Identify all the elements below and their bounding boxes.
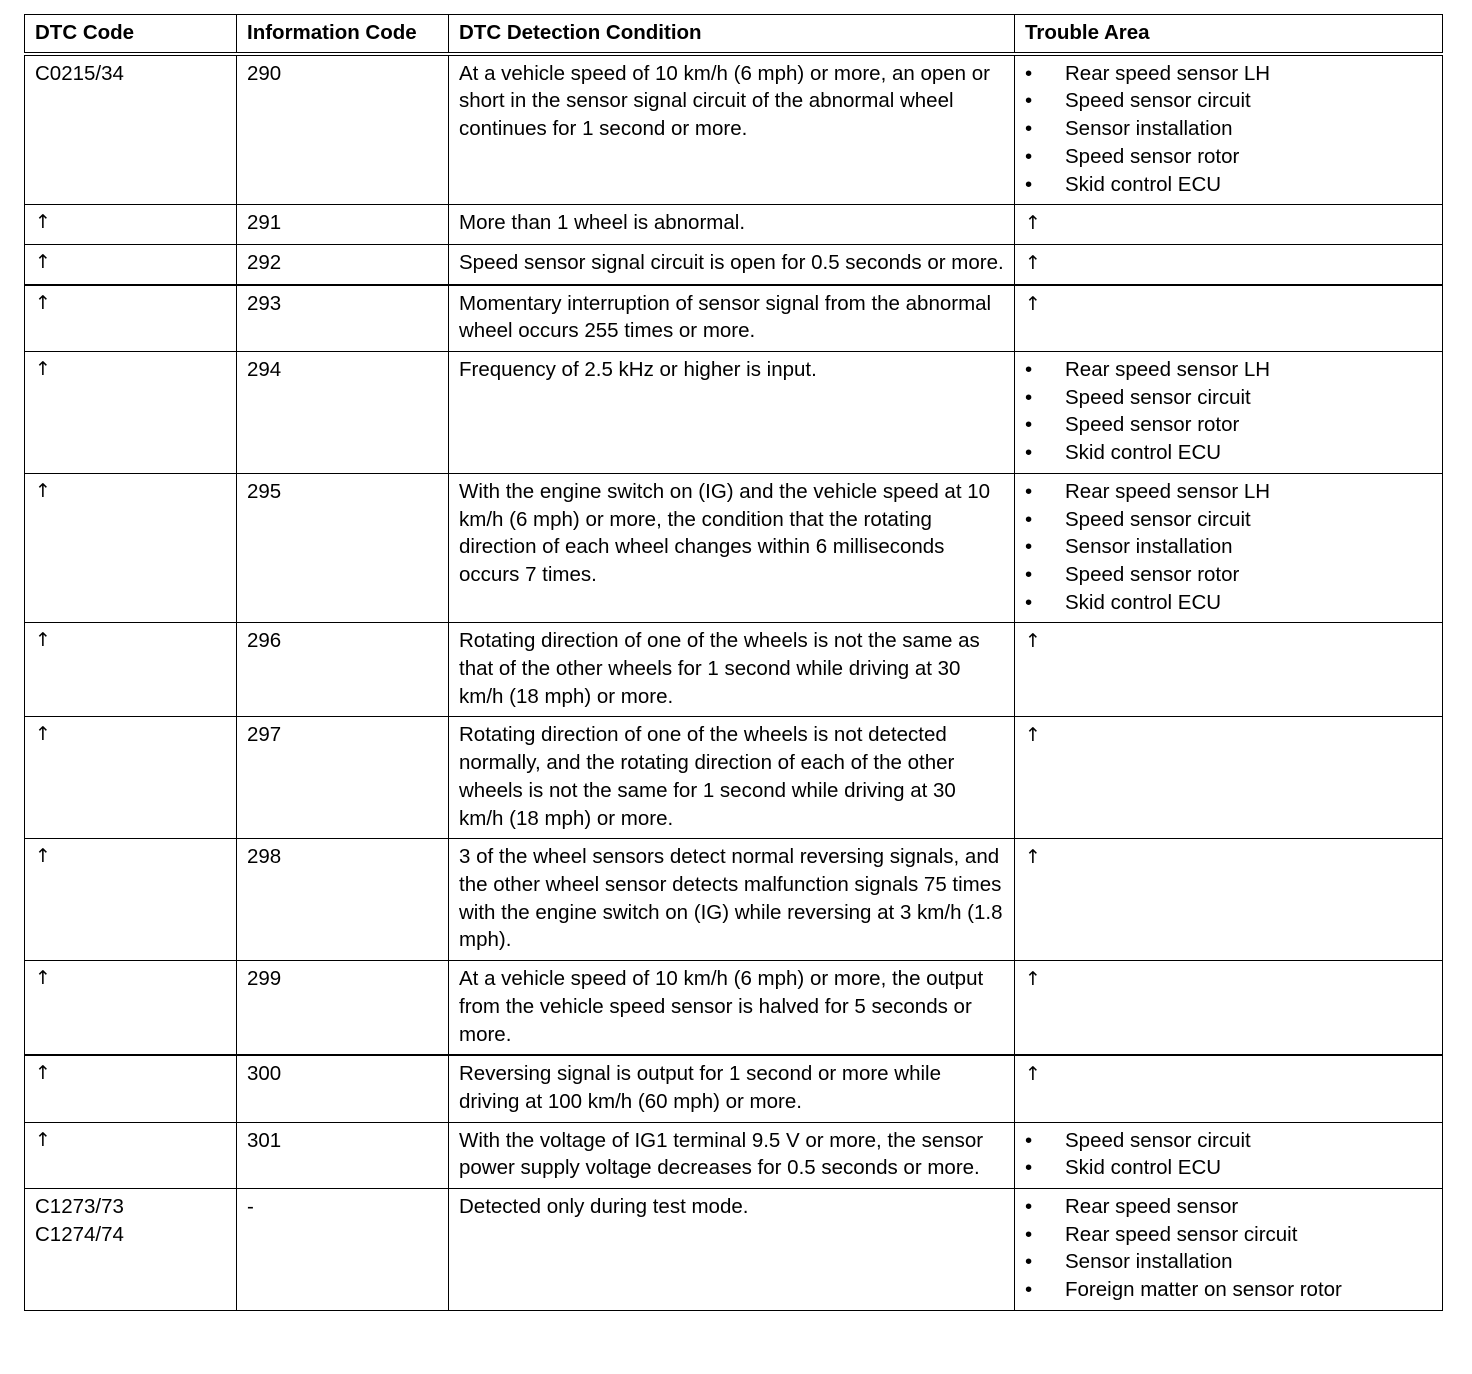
trouble-area-cell <box>1015 839 1443 961</box>
trouble-area-text: Foreign matter on sensor rotor <box>1065 1278 1342 1302</box>
trouble-area-text: Sensor installation <box>1065 535 1233 559</box>
trouble-area-item <box>1025 1276 1432 1304</box>
trouble-area-text: Speed sensor rotor <box>1065 144 1240 168</box>
trouble-area-item <box>1025 143 1432 171</box>
information-code-cell: - <box>237 1189 449 1311</box>
trouble-area-item <box>1025 411 1432 439</box>
table-row <box>25 623 1443 717</box>
same-as-above-arrow: ↑ <box>35 723 51 746</box>
dtc-code-cell <box>25 717 237 839</box>
bullet-icon: • <box>1025 358 1033 382</box>
bullet-icon: • <box>1025 89 1033 113</box>
same-as-above-arrow: ↑ <box>35 250 51 273</box>
trouble-area-text: Skid control ECU <box>1065 1156 1222 1180</box>
table-row <box>25 54 1443 205</box>
bullet-icon: • <box>1025 590 1033 614</box>
detection-condition-cell: At a vehicle speed of 10 km/h (6 mph) or more, an open or short in the sensor signal circuit of the abnormal wheel continues for 1 second or more. <box>449 54 1015 205</box>
trouble-area-item <box>1025 87 1432 115</box>
trouble-area-cell <box>1015 717 1443 839</box>
detection-condition-cell: Frequency of 2.5 kHz or higher is input. <box>449 352 1015 474</box>
trouble-area-text: Rear speed sensor <box>1065 1195 1239 1219</box>
trouble-area-item <box>1025 1221 1432 1249</box>
table-row <box>25 1122 1443 1188</box>
bullet-icon: • <box>1025 1222 1033 1246</box>
same-as-above-arrow: ↑ <box>35 967 51 990</box>
dtc-table <box>24 14 1443 1311</box>
trouble-area-text: Skid control ECU <box>1065 590 1222 614</box>
trouble-area-list <box>1025 60 1432 199</box>
dtc-code-text: C1274/74 <box>35 1222 124 1246</box>
table-row <box>25 717 1443 839</box>
trouble-area-item <box>1025 60 1432 88</box>
trouble-area-cell <box>1015 961 1443 1056</box>
same-as-above-arrow: ↑ <box>1025 1063 1041 1086</box>
bullet-icon: • <box>1025 507 1033 531</box>
information-code-cell: 300 <box>237 1055 449 1122</box>
detection-condition-cell: 3 of the wheel sensors detect normal reversing signals, and the other wheel sensor detects malfunction signals 75 times with the engine switch on (IG) while reversing at 3 km/h (1.8 mph). <box>449 839 1015 961</box>
dtc-code-cell <box>25 285 237 352</box>
information-code-cell: 291 <box>237 205 449 245</box>
trouble-area-item <box>1025 1193 1432 1221</box>
table-body <box>25 54 1443 1311</box>
header-trouble-area: Trouble Area <box>1015 15 1443 54</box>
dtc-code-cell <box>25 352 237 474</box>
trouble-area-list <box>1025 1193 1432 1304</box>
trouble-area-cell <box>1015 1055 1443 1122</box>
detection-condition-cell: Rotating direction of one of the wheels is not the same as that of the other wheels for 1 second while driving at 30 km/h (18 mph) or more. <box>449 623 1015 717</box>
information-code-cell: 296 <box>237 623 449 717</box>
same-as-above-arrow: ↑ <box>35 1128 51 1151</box>
trouble-area-text: Speed sensor circuit <box>1065 89 1251 113</box>
dtc-code-cell <box>25 54 237 205</box>
trouble-area-item <box>1025 1248 1432 1276</box>
dtc-code-cell <box>25 1055 237 1122</box>
trouble-area-item <box>1025 561 1432 589</box>
trouble-area-cell <box>1015 54 1443 205</box>
bullet-icon: • <box>1025 1278 1033 1302</box>
bullet-icon: • <box>1025 479 1033 503</box>
bullet-icon: • <box>1025 1195 1033 1219</box>
bullet-icon: • <box>1025 172 1033 196</box>
bullet-icon: • <box>1025 535 1033 559</box>
dtc-code-cell <box>25 839 237 961</box>
same-as-above-arrow: ↑ <box>35 845 51 868</box>
trouble-area-item <box>1025 171 1432 199</box>
information-code-cell: 301 <box>237 1122 449 1188</box>
detection-condition-cell: Momentary interruption of sensor signal from the abnormal wheel occurs 255 times or more. <box>449 285 1015 352</box>
detection-condition-cell: At a vehicle speed of 10 km/h (6 mph) or more, the output from the vehicle speed sensor is halved for 5 seconds or more. <box>449 961 1015 1056</box>
dtc-code-cell <box>25 473 237 623</box>
dtc-code-cell <box>25 961 237 1056</box>
same-as-above-arrow: ↑ <box>1025 630 1041 653</box>
dtc-code-cell <box>25 623 237 717</box>
same-as-above-arrow: ↑ <box>35 291 51 314</box>
trouble-area-text: Speed sensor circuit <box>1065 1128 1251 1152</box>
detection-condition-cell: Speed sensor signal circuit is open for 0.5 seconds or more. <box>449 244 1015 284</box>
trouble-area-cell <box>1015 1122 1443 1188</box>
detection-condition-cell: With the voltage of IG1 terminal 9.5 V or more, the sensor power supply voltage decreases for 0.5 seconds or more. <box>449 1122 1015 1188</box>
same-as-above-arrow: ↑ <box>35 479 51 502</box>
trouble-area-cell <box>1015 285 1443 352</box>
bullet-icon: • <box>1025 441 1033 465</box>
same-as-above-arrow: ↑ <box>1025 724 1041 747</box>
trouble-area-item <box>1025 115 1432 143</box>
bullet-icon: • <box>1025 385 1033 409</box>
same-as-above-arrow: ↑ <box>1025 292 1041 315</box>
information-code-cell: 295 <box>237 473 449 623</box>
trouble-area-list <box>1025 1127 1432 1182</box>
dtc-code-cell <box>25 1189 237 1311</box>
dtc-code-text: C0215/34 <box>35 61 124 85</box>
trouble-area-list <box>1025 356 1432 467</box>
bullet-icon: • <box>1025 117 1033 141</box>
trouble-area-cell <box>1015 244 1443 284</box>
trouble-area-text: Speed sensor circuit <box>1065 507 1251 531</box>
information-code-cell: 292 <box>237 244 449 284</box>
trouble-area-cell <box>1015 352 1443 474</box>
information-code-cell: 294 <box>237 352 449 474</box>
trouble-area-item <box>1025 506 1432 534</box>
same-as-above-arrow: ↑ <box>35 629 51 652</box>
dtc-table-wrapper <box>24 14 1443 1311</box>
trouble-area-text: Sensor installation <box>1065 1250 1233 1274</box>
trouble-area-text: Skid control ECU <box>1065 172 1222 196</box>
table-header-row <box>25 15 1443 54</box>
trouble-area-cell <box>1015 623 1443 717</box>
trouble-area-item <box>1025 356 1432 384</box>
detection-condition-cell: Rotating direction of one of the wheels is not detected normally, and the rotating direction of each of the other wheels is not the same for 1 second while driving at 30 km/h (18 mph) or more. <box>449 717 1015 839</box>
trouble-area-text: Speed sensor circuit <box>1065 385 1251 409</box>
table-row <box>25 244 1443 284</box>
same-as-above-arrow: ↑ <box>1025 968 1041 991</box>
bullet-icon: • <box>1025 1128 1033 1152</box>
same-as-above-arrow: ↑ <box>35 358 51 381</box>
bullet-icon: • <box>1025 1250 1033 1274</box>
table-row <box>25 205 1443 245</box>
trouble-area-text: Skid control ECU <box>1065 441 1222 465</box>
header-detection-condition: DTC Detection Condition <box>449 15 1015 54</box>
trouble-area-item <box>1025 478 1432 506</box>
trouble-area-item <box>1025 1127 1432 1155</box>
trouble-area-cell <box>1015 1189 1443 1311</box>
dtc-code-cell <box>25 1122 237 1188</box>
dtc-code-cell <box>25 205 237 245</box>
trouble-area-item <box>1025 439 1432 467</box>
table-row <box>25 285 1443 352</box>
same-as-above-arrow: ↑ <box>35 211 51 234</box>
information-code-cell: 297 <box>237 717 449 839</box>
detection-condition-cell: Detected only during test mode. <box>449 1189 1015 1311</box>
bullet-icon: • <box>1025 562 1033 586</box>
bullet-icon: • <box>1025 61 1033 85</box>
trouble-area-cell <box>1015 205 1443 245</box>
bullet-icon: • <box>1025 413 1033 437</box>
trouble-area-cell <box>1015 473 1443 623</box>
trouble-area-text: Sensor installation <box>1065 117 1233 141</box>
information-code-cell: 298 <box>237 839 449 961</box>
trouble-area-text: Rear speed sensor LH <box>1065 61 1271 85</box>
trouble-area-text: Rear speed sensor LH <box>1065 358 1271 382</box>
trouble-area-text: Rear speed sensor LH <box>1065 479 1271 503</box>
trouble-area-text: Speed sensor rotor <box>1065 562 1240 586</box>
trouble-area-list <box>1025 478 1432 617</box>
same-as-above-arrow: ↑ <box>35 1062 51 1085</box>
trouble-area-item <box>1025 1154 1432 1182</box>
bullet-icon: • <box>1025 1156 1033 1180</box>
bullet-icon: • <box>1025 144 1033 168</box>
same-as-above-arrow: ↑ <box>1025 212 1041 235</box>
trouble-area-item <box>1025 589 1432 617</box>
dtc-code-cell <box>25 244 237 284</box>
table-row <box>25 352 1443 474</box>
header-information-code: Information Code <box>237 15 449 54</box>
trouble-area-item <box>1025 533 1432 561</box>
header-dtc-code: DTC Code <box>25 15 237 54</box>
table-row <box>25 1189 1443 1311</box>
information-code-cell: 290 <box>237 54 449 205</box>
table-row <box>25 839 1443 961</box>
trouble-area-text: Speed sensor rotor <box>1065 413 1240 437</box>
detection-condition-cell: Reversing signal is output for 1 second or more while driving at 100 km/h (60 mph) or more. <box>449 1055 1015 1122</box>
table-row <box>25 961 1443 1056</box>
table-row <box>25 473 1443 623</box>
same-as-above-arrow: ↑ <box>1025 251 1041 274</box>
information-code-cell: 293 <box>237 285 449 352</box>
trouble-area-item <box>1025 384 1432 412</box>
detection-condition-cell: With the engine switch on (IG) and the vehicle speed at 10 km/h (6 mph) or more, the condition that the rotating direction of each wheel changes within 6 milliseconds occurs 7 times. <box>449 473 1015 623</box>
same-as-above-arrow: ↑ <box>1025 846 1041 869</box>
trouble-area-text: Rear speed sensor circuit <box>1065 1222 1298 1246</box>
dtc-code-text: C1273/73 <box>35 1195 124 1219</box>
table-row <box>25 1055 1443 1122</box>
information-code-cell: 299 <box>237 961 449 1056</box>
detection-condition-cell: More than 1 wheel is abnormal. <box>449 205 1015 245</box>
